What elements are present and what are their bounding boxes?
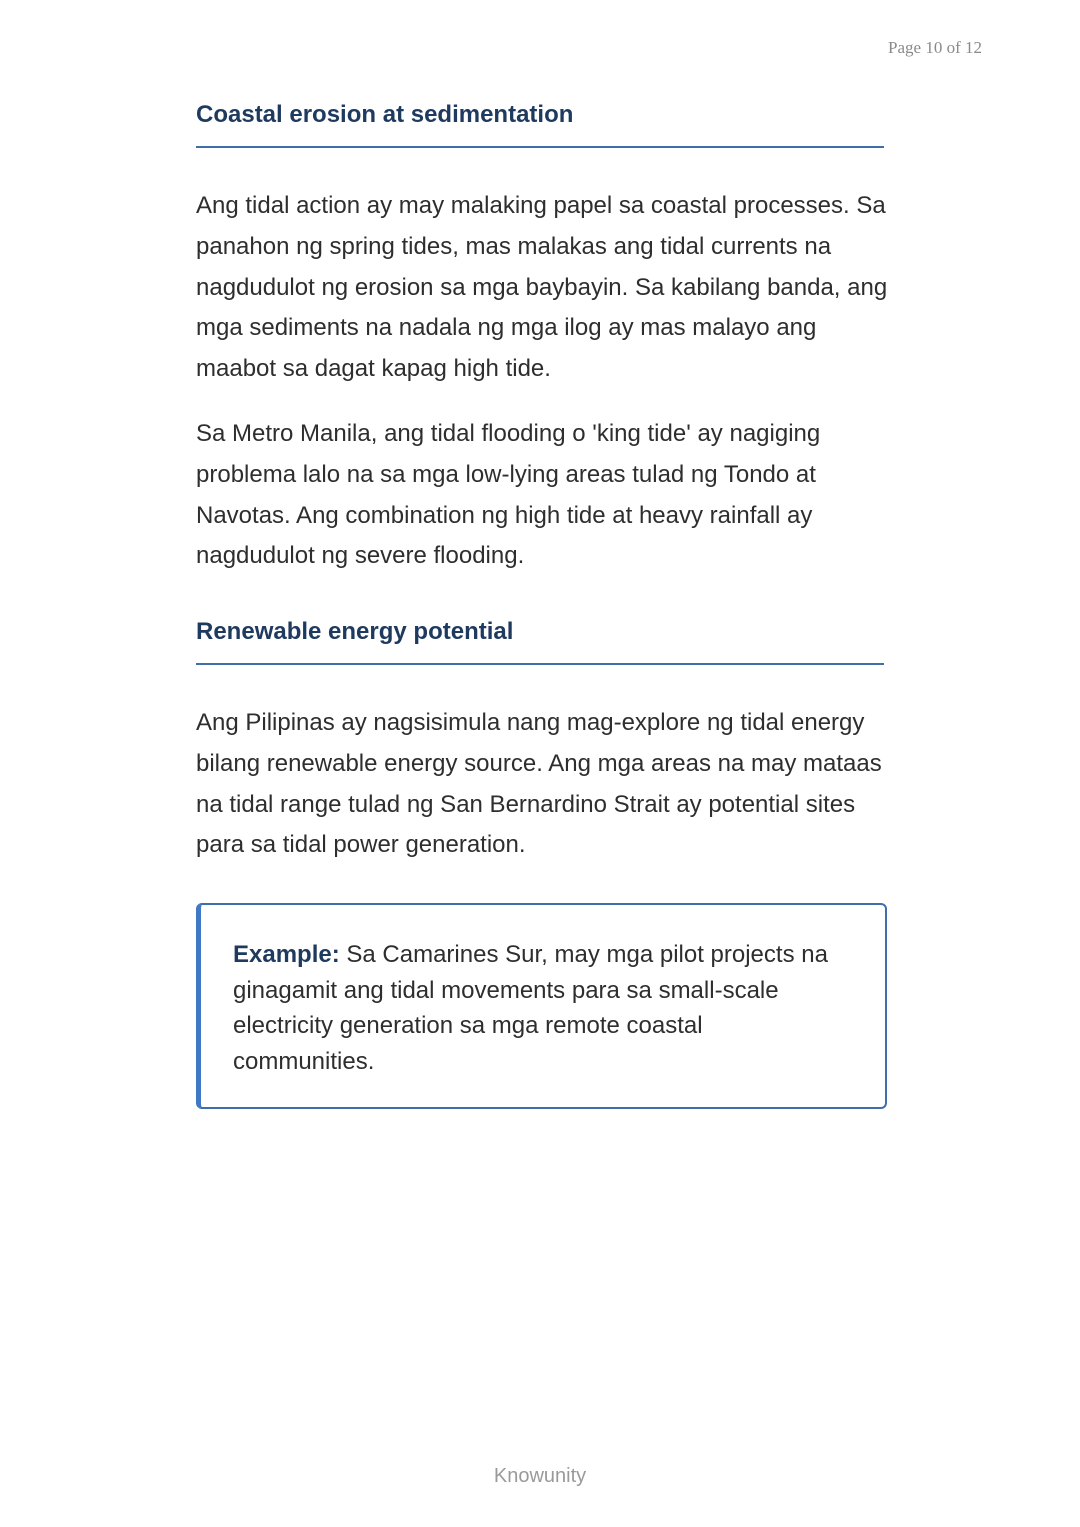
example-body: Sa Camarines Sur, may mga pilot projects na ginagamit ang tidal movements para sa small-scale electricity generation sa mga remote coastal communities. [233,941,828,1075]
example-callout [196,903,887,1109]
example-text [233,937,833,1079]
paragraph-metro-manila-flooding: Sa Metro Manila, ang tidal flooding o 'king tide' ay nagiging problema lalo na sa mga low-lying areas tulad ng Tondo at Navotas. Ang combination ng high tide at heavy rainfall ay nagdudulot ng severe flooding. [196,420,821,570]
footer-brand: Knowunity [493,1465,587,1487]
paragraph-tidal-action: Ang tidal action ay may malaking papel sa coastal processes. Sa panahon ng spring tides, mas malakas ang tidal currents na nagdudulot ng erosion sa mga baybayin. Sa kabilang banda, ang mga sediments na nadala ng mga ilog ay mas malayo ang maabot sa dagat kapag high tide. [196,192,888,383]
example-label: Example: [233,941,340,968]
page-number: Page 10 of 12 [888,38,982,57]
paragraph-tidal-energy: Ang Pilipinas ay nagsisimula nang mag-explore ng tidal energy bilang renewable energy source. Ang mga areas na may mataas na tidal range tulad ng San Bernardino Strait ay potential sites para sa tidal power generation. [196,709,882,859]
section-heading-coastal-erosion: Coastal erosion at sedimentation [196,100,884,148]
section-heading-renewable-energy: Renewable energy potential [196,617,884,665]
